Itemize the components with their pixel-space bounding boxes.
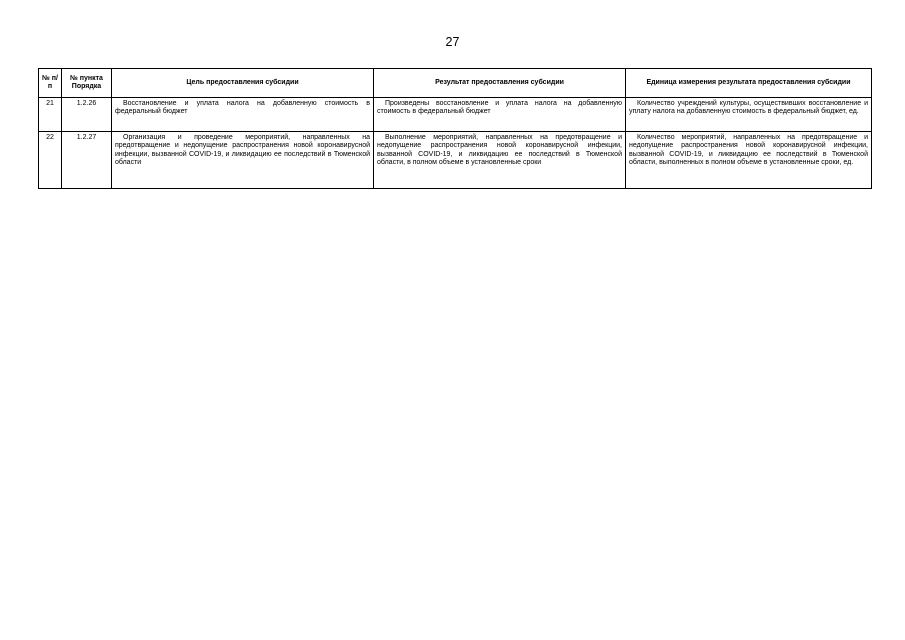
header-unit: Единица измерения результата предоставления субсидии xyxy=(626,69,872,98)
header-result: Результат предоставления субсидии xyxy=(374,69,626,98)
table-row xyxy=(39,132,872,189)
cell-point: 1.2.26 xyxy=(62,98,112,132)
header-num: № п/п xyxy=(39,69,62,98)
page-number: 27 xyxy=(445,35,460,49)
table-row xyxy=(39,98,872,132)
cell-result: Произведены восстановление и уплата налога на добавленную стоимость в федеральный бюджет xyxy=(374,98,626,132)
cell-num: 22 xyxy=(39,132,62,189)
cell-unit: Количество учреждений культуры, осуществивших восстановление и уплату налога на добавленную стоимость в федеральный бюджет, ед. xyxy=(626,98,872,132)
cell-unit: Количество мероприятий, направленных на предотвращение и недопущение распространения новой коронавирусной инфекции, вызванной COVID-19, и ликвидацию ее последствий в Тюменской области, выполненных в полном объеме в установленные сроки, ед. xyxy=(626,132,872,189)
cell-num: 21 xyxy=(39,98,62,132)
cell-result: Выполнение мероприятий, направленных на предотвращение и недопущение распространения новой коронавирусной инфекции, вызванной COVID-19, и ликвидацию ее последствий в Тюменской области, в полном объеме в установленные сроки xyxy=(374,132,626,189)
cell-goal: Восстановление и уплата налога на добавленную стоимость в федеральный бюджет xyxy=(112,98,374,132)
subsidy-table xyxy=(38,68,872,189)
header-goal: Цель предоставления субсидии xyxy=(112,69,374,98)
cell-point: 1.2.27 xyxy=(62,132,112,189)
table-header-row xyxy=(39,69,872,98)
header-point: № пункта Порядка xyxy=(62,69,112,98)
cell-goal: Организация и проведение мероприятий, направленных на предотвращение и недопущение распространения новой коронавирусной инфекции, вызванной COVID-19, и ликвидацию ее последствий в Тюменской области xyxy=(112,132,374,189)
